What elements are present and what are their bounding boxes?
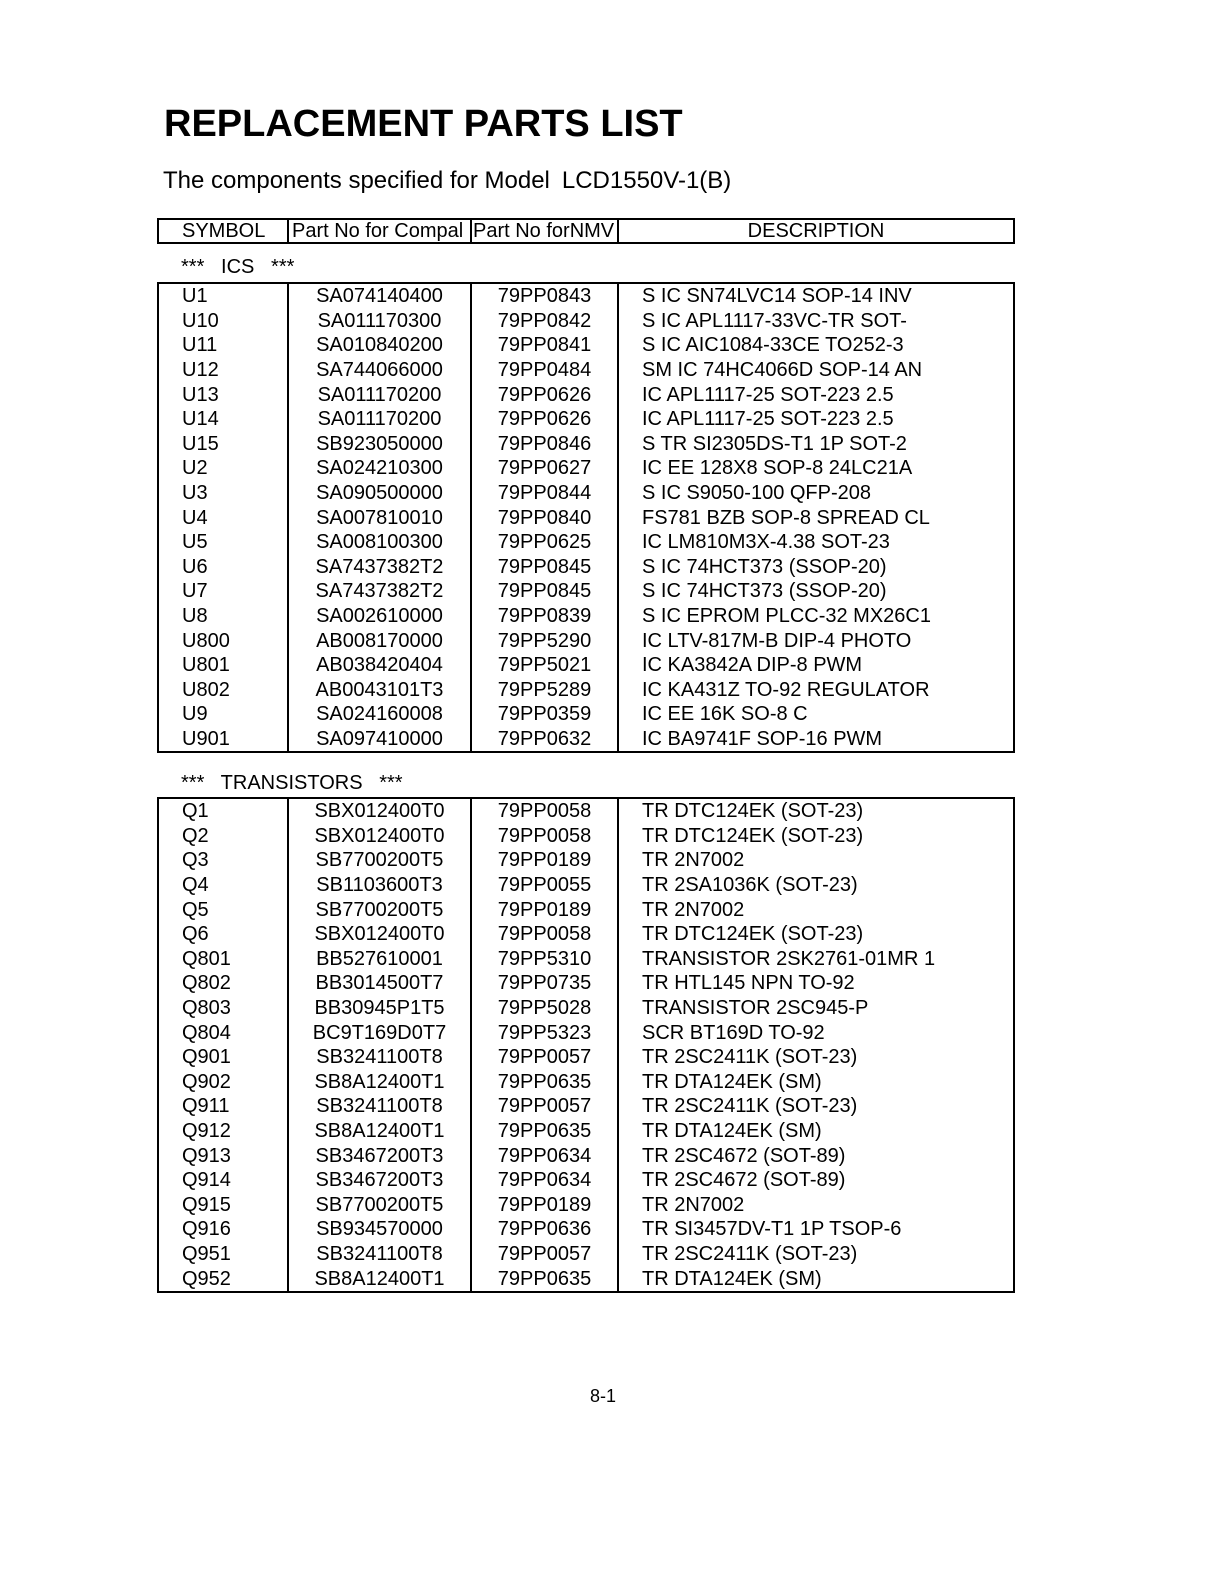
symbol-cell: Q916 bbox=[182, 1218, 231, 1241]
nmv-part-cell: 79PP0845 bbox=[471, 579, 618, 604]
symbol-cell: U801 bbox=[182, 654, 230, 677]
transistors-parts-table bbox=[157, 797, 1015, 1293]
nmv-part-cell: 79PP0359 bbox=[471, 702, 618, 727]
table-row bbox=[158, 1020, 1014, 1045]
symbol-cell: U6 bbox=[182, 555, 208, 578]
header-compal-part: Part No for Compal bbox=[288, 219, 471, 243]
symbol-cell: Q6 bbox=[182, 923, 209, 946]
nmv-part-cell: 79PP0841 bbox=[471, 333, 618, 358]
nmv-part-cell: 79PP5290 bbox=[471, 628, 618, 653]
symbol-cell: U15 bbox=[182, 432, 219, 455]
table-row bbox=[158, 604, 1014, 629]
compal-part-cell: SA010840200 bbox=[288, 333, 471, 358]
description-cell: IC KA3842A DIP-8 PWM bbox=[618, 653, 1014, 678]
description-cell: SM IC 74HC4066D SOP-14 AN bbox=[618, 358, 1014, 383]
symbol-cell: Q913 bbox=[182, 1144, 231, 1167]
description-cell: SCR BT169D TO-92 bbox=[618, 1020, 1014, 1045]
table-row bbox=[158, 1119, 1014, 1144]
compal-part-cell: SBX012400T0 bbox=[288, 922, 471, 947]
nmv-part-cell: 79PP5021 bbox=[471, 653, 618, 678]
symbol-cell: Q801 bbox=[182, 947, 231, 970]
table-row bbox=[158, 653, 1014, 678]
nmv-part-cell: 79PP0635 bbox=[471, 1266, 618, 1292]
nmv-part-cell: 79PP5323 bbox=[471, 1020, 618, 1045]
symbol-cell: Q3 bbox=[182, 849, 209, 872]
nmv-part-cell: 79PP0057 bbox=[471, 1242, 618, 1267]
compal-part-cell: SA011170200 bbox=[288, 407, 471, 432]
nmv-part-cell: 79PP0055 bbox=[471, 873, 618, 898]
nmv-part-cell: 79PP0845 bbox=[471, 555, 618, 580]
description-cell: TR 2SC2411K (SOT-23) bbox=[618, 1094, 1014, 1119]
compal-part-cell: SA007810010 bbox=[288, 505, 471, 530]
column-header-row bbox=[158, 219, 1014, 243]
symbol-cell: U8 bbox=[182, 605, 208, 628]
ics-parts-table bbox=[157, 282, 1015, 753]
nmv-part-cell: 79PP0189 bbox=[471, 1193, 618, 1218]
description-cell: S TR SI2305DS-T1 1P SOT-2 bbox=[618, 432, 1014, 457]
table-row bbox=[158, 971, 1014, 996]
table-row bbox=[158, 456, 1014, 481]
nmv-part-cell: 79PP0189 bbox=[471, 897, 618, 922]
compal-part-cell: SA7437382T2 bbox=[288, 579, 471, 604]
nmv-part-cell: 79PP0627 bbox=[471, 456, 618, 481]
description-cell: IC LM810M3X-4.38 SOT-23 bbox=[618, 530, 1014, 555]
symbol-cell: U802 bbox=[182, 678, 230, 701]
section-label-transistors: *** TRANSISTORS *** bbox=[181, 772, 403, 794]
symbol-cell: U5 bbox=[182, 531, 208, 554]
description-cell: TR 2SC4672 (SOT-89) bbox=[618, 1168, 1014, 1193]
symbol-cell: U2 bbox=[182, 457, 208, 480]
nmv-part-cell: 79PP0846 bbox=[471, 432, 618, 457]
table-row bbox=[158, 848, 1014, 873]
model-name: LCD1550V-1(B) bbox=[561, 167, 732, 194]
compal-part-cell: SA008100300 bbox=[288, 530, 471, 555]
nmv-part-cell: 79PP0626 bbox=[471, 407, 618, 432]
nmv-part-cell: 79PP0844 bbox=[471, 481, 618, 506]
table-row bbox=[158, 1217, 1014, 1242]
description-cell: S IC 74HCT373 (SSOP-20) bbox=[618, 555, 1014, 580]
description-cell: TR DTA124EK (SM) bbox=[618, 1266, 1014, 1292]
compal-part-cell: SB3467200T3 bbox=[288, 1168, 471, 1193]
table-row bbox=[158, 432, 1014, 457]
compal-part-cell: SA090500000 bbox=[288, 481, 471, 506]
compal-part-cell: SB3467200T3 bbox=[288, 1143, 471, 1168]
table-row bbox=[158, 283, 1014, 309]
compal-part-cell: SBX012400T0 bbox=[288, 798, 471, 824]
nmv-part-cell: 79PP0058 bbox=[471, 798, 618, 824]
compal-part-cell: SA074140400 bbox=[288, 283, 471, 309]
symbol-cell: U7 bbox=[182, 580, 208, 603]
symbol-cell: Q1 bbox=[182, 800, 209, 823]
compal-part-cell: SB3241100T8 bbox=[288, 1242, 471, 1267]
table-row bbox=[158, 505, 1014, 530]
symbol-cell: Q803 bbox=[182, 997, 231, 1020]
table-row bbox=[158, 824, 1014, 849]
compal-part-cell: SA011170200 bbox=[288, 382, 471, 407]
page-title: REPLACEMENT PARTS LIST bbox=[164, 103, 683, 145]
nmv-part-cell: 79PP0634 bbox=[471, 1143, 618, 1168]
compal-part-cell: SB3241100T8 bbox=[288, 1094, 471, 1119]
description-cell: S IC S9050-100 QFP-208 bbox=[618, 481, 1014, 506]
symbol-cell: U901 bbox=[182, 727, 230, 750]
symbol-cell: Q902 bbox=[182, 1070, 231, 1093]
symbol-cell: U1 bbox=[182, 285, 208, 308]
compal-part-cell: SA024160008 bbox=[288, 702, 471, 727]
compal-part-cell: SA002610000 bbox=[288, 604, 471, 629]
compal-part-cell: SB934570000 bbox=[288, 1217, 471, 1242]
symbol-cell: U9 bbox=[182, 703, 208, 726]
description-cell: TR SI3457DV-T1 1P TSOP-6 bbox=[618, 1217, 1014, 1242]
table-row bbox=[158, 873, 1014, 898]
table-row bbox=[158, 678, 1014, 703]
subtitle-text: The components specified for Model bbox=[163, 167, 550, 194]
table-row bbox=[158, 1143, 1014, 1168]
header-symbol: SYMBOL bbox=[158, 219, 288, 243]
table-row bbox=[158, 407, 1014, 432]
description-cell: IC EE 16K SO-8 C bbox=[618, 702, 1014, 727]
symbol-cell: Q915 bbox=[182, 1193, 231, 1216]
description-cell: S IC 74HCT373 (SSOP-20) bbox=[618, 579, 1014, 604]
table-row bbox=[158, 628, 1014, 653]
header-nmv-part: Part No forNMV bbox=[471, 219, 618, 243]
column-header-table bbox=[157, 218, 1015, 244]
table-row bbox=[158, 798, 1014, 824]
table-row bbox=[158, 1168, 1014, 1193]
table-row bbox=[158, 922, 1014, 947]
symbol-cell: Q802 bbox=[182, 972, 231, 995]
table-row bbox=[158, 1045, 1014, 1070]
nmv-part-cell: 79PP0839 bbox=[471, 604, 618, 629]
nmv-part-cell: 79PP5310 bbox=[471, 947, 618, 972]
nmv-part-cell: 79PP0735 bbox=[471, 971, 618, 996]
compal-part-cell: SB3241100T8 bbox=[288, 1045, 471, 1070]
nmv-part-cell: 79PP0635 bbox=[471, 1070, 618, 1095]
nmv-part-cell: 79PP0625 bbox=[471, 530, 618, 555]
description-cell: TRANSISTOR 2SK2761-01MR 1 bbox=[618, 947, 1014, 972]
compal-part-cell: BC9T169D0T7 bbox=[288, 1020, 471, 1045]
symbol-cell: Q4 bbox=[182, 874, 209, 897]
nmv-part-cell: 79PP0057 bbox=[471, 1094, 618, 1119]
nmv-part-cell: 79PP5289 bbox=[471, 678, 618, 703]
model-subtitle bbox=[163, 167, 731, 195]
nmv-part-cell: 79PP0484 bbox=[471, 358, 618, 383]
description-cell: IC APL1117-25 SOT-223 2.5 bbox=[618, 382, 1014, 407]
description-cell: TR 2SC2411K (SOT-23) bbox=[618, 1045, 1014, 1070]
symbol-cell: U11 bbox=[182, 334, 218, 357]
table-row bbox=[158, 1094, 1014, 1119]
description-cell: TR DTA124EK (SM) bbox=[618, 1119, 1014, 1144]
description-cell: S IC SN74LVC14 SOP-14 INV bbox=[618, 283, 1014, 309]
description-cell: TR 2SA1036K (SOT-23) bbox=[618, 873, 1014, 898]
compal-part-cell: SB7700200T5 bbox=[288, 848, 471, 873]
symbol-cell: U4 bbox=[182, 506, 208, 529]
compal-part-cell: SB7700200T5 bbox=[288, 1193, 471, 1218]
table-row bbox=[158, 358, 1014, 383]
description-cell: TR 2N7002 bbox=[618, 1193, 1014, 1218]
nmv-part-cell: 79PP5028 bbox=[471, 996, 618, 1021]
symbol-cell: Q911 bbox=[182, 1095, 230, 1118]
table-row bbox=[158, 481, 1014, 506]
table-row bbox=[158, 333, 1014, 358]
nmv-part-cell: 79PP0189 bbox=[471, 848, 618, 873]
table-row bbox=[158, 996, 1014, 1021]
compal-part-cell: SA024210300 bbox=[288, 456, 471, 481]
symbol-cell: Q951 bbox=[182, 1242, 231, 1265]
description-cell: TRANSISTOR 2SC945-P bbox=[618, 996, 1014, 1021]
nmv-part-cell: 79PP0626 bbox=[471, 382, 618, 407]
description-cell: S IC APL1117-33VC-TR SOT- bbox=[618, 309, 1014, 334]
table-row bbox=[158, 1193, 1014, 1218]
compal-part-cell: SA011170300 bbox=[288, 309, 471, 334]
symbol-cell: U14 bbox=[182, 408, 219, 431]
compal-part-cell: SA744066000 bbox=[288, 358, 471, 383]
description-cell: IC KA431Z TO-92 REGULATOR bbox=[618, 678, 1014, 703]
symbol-cell: U12 bbox=[182, 359, 219, 382]
nmv-part-cell: 79PP0843 bbox=[471, 283, 618, 309]
symbol-cell: U10 bbox=[182, 309, 219, 332]
compal-part-cell: SB7700200T5 bbox=[288, 897, 471, 922]
nmv-part-cell: 79PP0636 bbox=[471, 1217, 618, 1242]
symbol-cell: Q5 bbox=[182, 898, 209, 921]
nmv-part-cell: 79PP0842 bbox=[471, 309, 618, 334]
nmv-part-cell: 79PP0632 bbox=[471, 727, 618, 753]
description-cell: TR 2N7002 bbox=[618, 848, 1014, 873]
description-cell: TR 2SC4672 (SOT-89) bbox=[618, 1143, 1014, 1168]
symbol-cell: Q804 bbox=[182, 1021, 231, 1044]
symbol-cell: Q952 bbox=[182, 1267, 231, 1290]
table-row bbox=[158, 947, 1014, 972]
table-row bbox=[158, 1070, 1014, 1095]
symbol-cell: Q2 bbox=[182, 824, 209, 847]
table-row bbox=[158, 382, 1014, 407]
nmv-part-cell: 79PP0058 bbox=[471, 922, 618, 947]
description-cell: IC BA9741F SOP-16 PWM bbox=[618, 727, 1014, 753]
table-row bbox=[158, 1242, 1014, 1267]
nmv-part-cell: 79PP0057 bbox=[471, 1045, 618, 1070]
symbol-cell: U13 bbox=[182, 383, 219, 406]
description-cell: TR 2N7002 bbox=[618, 897, 1014, 922]
compal-part-cell: SB1103600T3 bbox=[288, 873, 471, 898]
compal-part-cell: AB008170000 bbox=[288, 628, 471, 653]
symbol-cell: Q912 bbox=[182, 1120, 231, 1143]
description-cell: TR DTC124EK (SOT-23) bbox=[618, 824, 1014, 849]
compal-part-cell: SBX012400T0 bbox=[288, 824, 471, 849]
header-description: DESCRIPTION bbox=[618, 219, 1014, 243]
symbol-cell: Q914 bbox=[182, 1169, 231, 1192]
table-row bbox=[158, 702, 1014, 727]
compal-part-cell: SA7437382T2 bbox=[288, 555, 471, 580]
compal-part-cell: BB3014500T7 bbox=[288, 971, 471, 996]
description-cell: TR DTC124EK (SOT-23) bbox=[618, 798, 1014, 824]
description-cell: S IC EPROM PLCC-32 MX26C1 bbox=[618, 604, 1014, 629]
page-number: 8-1 bbox=[590, 1386, 617, 1406]
compal-part-cell: BB527610001 bbox=[288, 947, 471, 972]
description-cell: TR HTL145 NPN TO-92 bbox=[618, 971, 1014, 996]
description-cell: S IC AIC1084-33CE TO252-3 bbox=[618, 333, 1014, 358]
description-cell: TR DTA124EK (SM) bbox=[618, 1070, 1014, 1095]
compal-part-cell: SA097410000 bbox=[288, 727, 471, 753]
compal-part-cell: SB923050000 bbox=[288, 432, 471, 457]
table-row bbox=[158, 555, 1014, 580]
nmv-part-cell: 79PP0058 bbox=[471, 824, 618, 849]
nmv-part-cell: 79PP0634 bbox=[471, 1168, 618, 1193]
nmv-part-cell: 79PP0635 bbox=[471, 1119, 618, 1144]
description-cell: TR 2SC2411K (SOT-23) bbox=[618, 1242, 1014, 1267]
table-row bbox=[158, 530, 1014, 555]
compal-part-cell: AB0043101T3 bbox=[288, 678, 471, 703]
nmv-part-cell: 79PP0840 bbox=[471, 505, 618, 530]
description-cell: FS781 BZB SOP-8 SPREAD CL bbox=[618, 505, 1014, 530]
compal-part-cell: SB8A12400T1 bbox=[288, 1266, 471, 1292]
compal-part-cell: SB8A12400T1 bbox=[288, 1070, 471, 1095]
table-row bbox=[158, 309, 1014, 334]
table-row bbox=[158, 727, 1014, 753]
table-row bbox=[158, 579, 1014, 604]
section-label-ics: *** ICS *** bbox=[181, 256, 295, 278]
description-cell: IC LTV-817M-B DIP-4 PHOTO bbox=[618, 628, 1014, 653]
symbol-cell: U800 bbox=[182, 629, 230, 652]
table-row bbox=[158, 897, 1014, 922]
compal-part-cell: SB8A12400T1 bbox=[288, 1119, 471, 1144]
symbol-cell: Q901 bbox=[182, 1046, 231, 1069]
table-row bbox=[158, 1266, 1014, 1292]
description-cell: IC APL1117-25 SOT-223 2.5 bbox=[618, 407, 1014, 432]
compal-part-cell: BB30945P1T5 bbox=[288, 996, 471, 1021]
description-cell: TR DTC124EK (SOT-23) bbox=[618, 922, 1014, 947]
symbol-cell: U3 bbox=[182, 482, 208, 505]
description-cell: IC EE 128X8 SOP-8 24LC21A bbox=[618, 456, 1014, 481]
compal-part-cell: AB038420404 bbox=[288, 653, 471, 678]
